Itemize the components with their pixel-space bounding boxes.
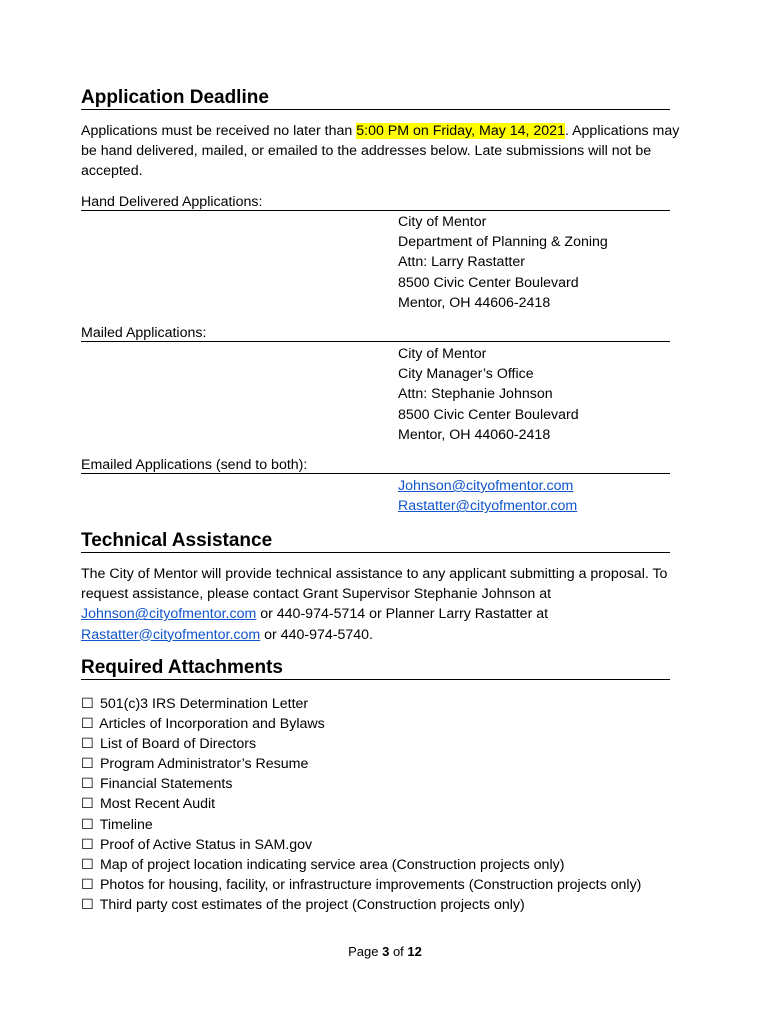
checklist-item[interactable] [81,875,641,895]
address-line: City Manager’s Office [398,366,534,383]
checklist-item[interactable] [81,754,641,774]
checkbox-icon[interactable]: ☐ [81,716,94,733]
address-line: Department of Planning & Zoning [398,234,608,251]
checklist-item[interactable] [81,714,641,734]
checkbox-icon[interactable]: ☐ [81,796,94,813]
checkbox-icon[interactable]: ☐ [81,876,94,893]
checklist-item-label: Program Administrator’s Resume [99,756,309,773]
address-line: City of Mentor [398,346,487,362]
checklist-item[interactable] [81,734,641,754]
page-number-footer [0,943,770,961]
deadline-paragraph [81,121,691,182]
checkbox-icon[interactable]: ☐ [81,816,94,833]
checklist-item-label: Financial Statements [99,776,233,793]
technical-text-1: The City of Mentor will provide technical assistance to any applicant submitting a proposal. To request assistance, please contact Grant Supervisor Stephanie Johnson at [81,566,668,603]
address-line: Mentor, OH 44606-2418 [398,294,551,311]
technical-text-3: or 440-974-5740. [260,626,373,643]
checklist-item[interactable] [81,855,641,875]
checklist-item-label: 501(c)3 IRS Determination Letter [99,696,309,712]
attachments-checklist [81,694,641,915]
mailed-label: Mailed Applications: [81,325,670,342]
address-line: Attn: Larry Rastatter [398,254,525,271]
technical-paragraph [81,564,691,645]
checkbox-icon[interactable]: ☐ [81,856,94,873]
email-link-rastatter[interactable]: Rastatter@cityofmentor.com [398,498,578,515]
address-line: City of Mentor [398,214,487,230]
checklist-item-label: Photos for housing, facility, or infrastructure improvements (Construction projects only) [99,876,642,893]
section-heading-application-deadline: Application Deadline [81,87,670,110]
checklist-item[interactable] [81,794,641,814]
checkbox-icon[interactable]: ☐ [81,836,94,853]
checklist-item-label: List of Board of Directors [99,736,257,753]
checkbox-icon[interactable]: ☐ [81,756,94,773]
checklist-item-label: Articles of Incorporation and Bylaws [99,716,325,733]
checklist-item-label: Most Recent Audit [99,796,216,813]
address-line: Mentor, OH 44060-2418 [398,426,551,443]
mailed-address [398,344,579,445]
checklist-item-label: Proof of Active Status in SAM.gov [99,836,313,853]
checklist-item[interactable] [81,835,641,855]
footer-total-pages: 12 [407,944,422,959]
address-line: Attn: Stephanie Johnson [398,386,553,403]
deadline-text-pre: Applications must be received no later than [81,123,357,139]
address-line: 8500 Civic Center Boulevard [398,406,579,423]
email-link-johnson[interactable]: Johnson@cityofmentor.com [398,478,574,494]
deadline-text-post: . Applications may be hand delivered, mailed, or emailed to the addresses below. Late submissions will not be accepted. [81,123,680,180]
technical-email-link-johnson[interactable]: Johnson@cityofmentor.com [81,606,257,623]
section-heading-required-attachments: Required Attachments [81,657,670,680]
checklist-item-label: Timeline [99,816,153,833]
hand-delivered-label: Hand Delivered Applications: [81,194,670,211]
checkbox-icon[interactable]: ☐ [81,776,94,793]
footer-of-word: of [392,944,404,959]
checkbox-icon[interactable]: ☐ [81,696,94,712]
checkbox-icon[interactable]: ☐ [81,896,94,913]
emailed-addresses [398,476,577,516]
checklist-item[interactable] [81,815,641,835]
deadline-highlight: 5:00 PM on Friday, May 14, 2021 [356,123,565,139]
checklist-item[interactable] [81,694,641,714]
footer-page-word: Page [348,944,379,959]
checklist-item-label: Third party cost estimates of the project (Construction projects only) [99,896,525,913]
emailed-label: Emailed Applications (send to both): [81,457,670,474]
technical-text-2: or 440-974-5714 or Planner Larry Rastatter at [256,606,549,623]
hand-delivered-address [398,212,608,313]
technical-email-link-rastatter[interactable]: Rastatter@cityofmentor.com [81,626,261,643]
section-heading-technical-assistance: Technical Assistance [81,530,670,553]
checkbox-icon[interactable]: ☐ [81,736,94,753]
address-line: 8500 Civic Center Boulevard [398,274,579,291]
checklist-item-label: Map of project location indicating service area (Construction projects only) [99,856,565,873]
checklist-item[interactable] [81,895,641,915]
footer-current-page: 3 [382,944,390,959]
checklist-item[interactable] [81,774,641,794]
